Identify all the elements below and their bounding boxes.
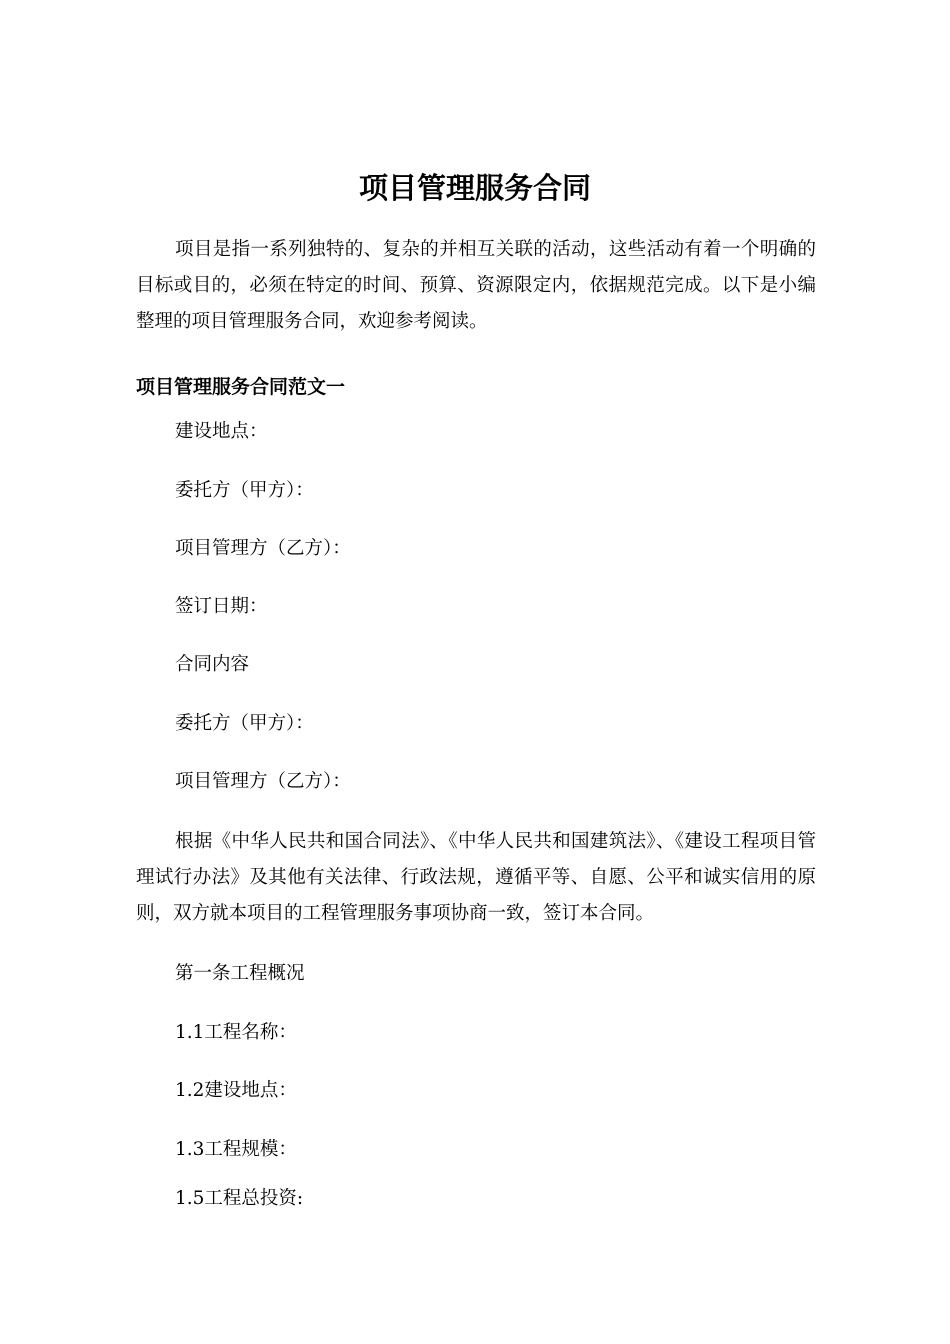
field-construction-site: 建设地点： — [175, 421, 268, 442]
item-total-investment: 1.5工程总投资: — [175, 1188, 304, 1209]
field-client-party-a-2: 委托方（甲方）： — [175, 713, 314, 734]
item-project-scale: 1.3工程规模： — [175, 1139, 297, 1160]
intro-paragraph: 项目是指一系列独特的、复杂的并相互关联的活动，这些活动有着一个明确的目标或目的，必须在特定的时间、预算、资源限定内，依据规范完成。以下是小编整理的项目管理服务合同，欢迎参考阅读。 — [136, 239, 816, 332]
document-title: 项目管理服务合同 — [358, 171, 591, 205]
basis-paragraph: 根据《中华人民共和国合同法》、《中华人民共和国建筑法》、《建设工程项目管理试行办法》及其他有关法律、行政法规，遵循平等、自愿、公平和诚实信用的原则，双方就本项目的工程管理服务事项协商一致，签订本合同。 — [136, 831, 816, 924]
section-heading: 项目管理服务合同范文一 — [136, 376, 346, 398]
item-project-name: 1.1工程名称： — [175, 1022, 297, 1043]
item-construction-site: 1.2建设地点： — [175, 1080, 297, 1101]
contract-content-label: 合同内容 — [175, 654, 250, 675]
article-heading: 第一条工程概况 — [175, 963, 305, 984]
field-client-party-a: 委托方（甲方）： — [175, 480, 314, 501]
field-manager-party-b: 项目管理方（乙方）： — [175, 538, 351, 559]
field-signing-date: 签订日期： — [175, 596, 268, 617]
field-manager-party-b-2: 项目管理方（乙方）： — [175, 771, 351, 792]
